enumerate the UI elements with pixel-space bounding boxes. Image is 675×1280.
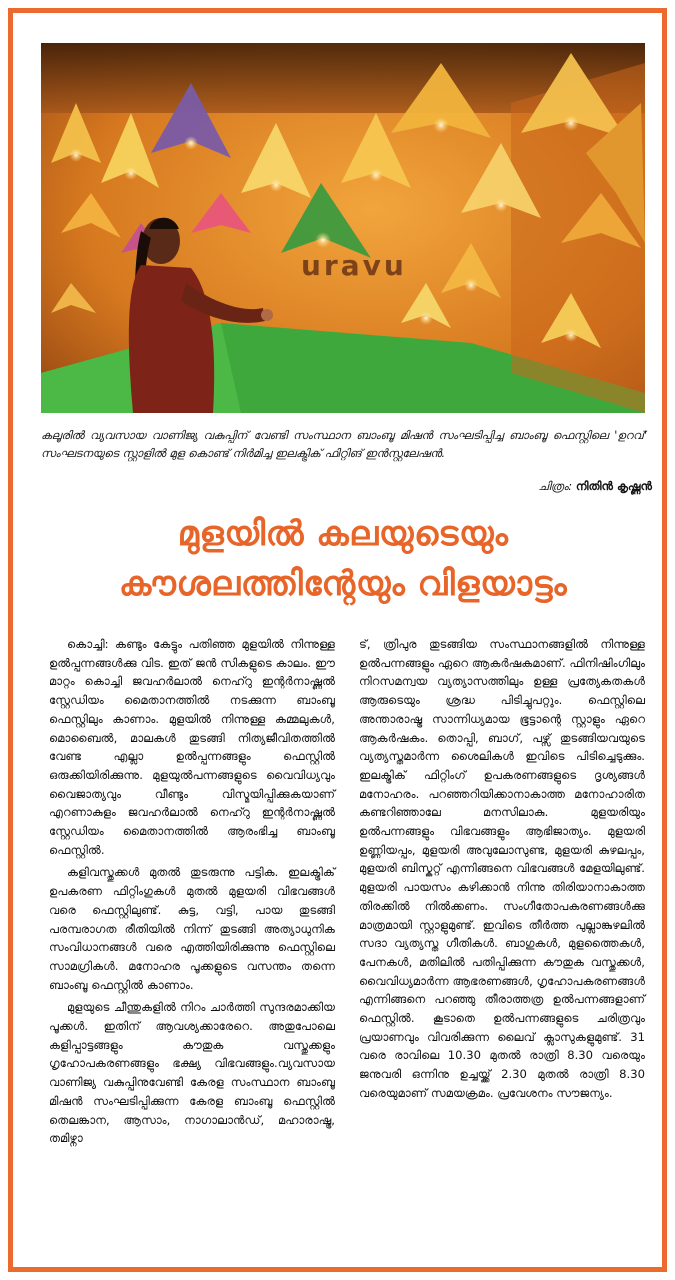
paragraph: കളിവസ്തുക്കൾ മുതൽ തുടരുന്നു പട്ടിക. ഇലക്ട്രിക് ഉപകരണ ഫിറ്റിംഗുകൾ മുതൽ മുളയരി വിഭവങ്ങൾ വരെ ഫെസ്റ്റിലുണ്ട്. കുട്ട, വട്ടി, പായ തുടങ്ങി പരമ്പരാഗത രീതിയിൽ നിന്ന് തുടങ്ങി അത്യാധുനിക സംവിധാനങ്ങൾ വരെ എത്തിയിരിക്കുന്നു ഫെസ്റ്റിലെ സാമഗ്രികൾ. മനോഹര പൂക്കളുടെ വസന്തം തന്നെ ബാംബൂ ഫെസ്റ്റിൽ കാണാം. (49, 865, 335, 992)
article-column-left (49, 635, 335, 1152)
paragraph: ട്, ത്രിപുര തുടങ്ങിയ സംസ്ഥാനങ്ങളിൽ നിന്നുള്ള ഉൽപന്നങ്ങളും ഏറെ ആകർഷകമാണ്. ഫിനിഷിംഗിലും നിറസമന്വയ വ്യത്യാസത്തിലും ഉള്ള പ്രത്യേകതകൾ ആരുടെയും ശ്രദ്ധ പിടിച്ചുപറ്റും. ഫെസ്റ്റിലെ അന്താരാഷ്ട്ര സാന്നിധ്യമായ ഭൂട്ടാന്റെ സ്റ്റാളും ഏറെ ആകർഷകം. തൊപ്പി, ബാഗ്, പഴ്സ് തുടങ്ങിയവയുടെ വ്യത്യസ്തമാർന്ന ശൈലികൾ ഇവിടെ പിടിച്ചെടുക്കും. ഇലക്ട്രിക് ഫിറ്റിംഗ് ഉപകരണങ്ങളുടെ ദൃശ്യങ്ങൾ മനോഹരം. പറഞ്ഞറിയിക്കാനാകാത്ത മനോഹാരിത കണ്ടറിഞ്ഞാലേ മനസിലാകു. മുളയരിയും ഉൽപന്നങ്ങളും വിഭവങ്ങളും ആഭിജാത്യം. മുളയരി ഉണ്ണിയപ്പം, മുളയരി അവുലോസുണ്ട, മുളയരി കുഴലപ്പം, മുളയരി ബിസ്കറ്റ് എന്നിങ്ങനെ വിഭവങ്ങൾ മേളയിലുണ്ട്. മുളയരി പായസം കഴിക്കാൻ നിന്നു തിരിയാനാകാത്ത തിരക്കിൽ നിൽക്കണം. സംഗീതോപകരണങ്ങൾക്കു മാത്രമായി സ്റ്റാളുമുണ്ട്. ഇവിടെ തീർത്ത പുല്ലാങ്കുഴലിൽ സദാ വ്യത്യസ്ത ഗീതികൾ. ബാഗുകൾ, മുളത്തൈകൾ, പേനകൾ, മതിലിൽ പതിപ്പിക്കുന്ന കൗതുക വസ്തുക്കൾ, വൈവിധ്യമാർന്ന ആഭരണങ്ങൾ, ഗൃഹോപകരണങ്ങൾ എന്നിങ്ങനെ പറഞ്ഞു തീരാത്തത്ര ഉൽപന്നങ്ങളാണ് ഫെസ്റ്റിൽ. കൂടാതെ ഉൽപന്നങ്ങളുടെ ചരിത്രവും പ്രയാണവും വിവരിക്കുന്ന ലൈവ് ക്ലാസുകളുമുണ്ട്. 31 വരെ രാവിലെ 10.30 മുതൽ രാത്രി 8.30 വരെയും ജനുവരി ഒന്നിനു ഉച്ചയ്ക്ക് 2.30 മുതൽ രാത്രി 8.30 വരെയുമാണ് സമയക്രമം. പ്രവേശനം സൗജന്യം. (359, 637, 645, 1100)
article-column-right (359, 635, 645, 1107)
headline-line-1: മുളയിൽ കലയുടെയും (177, 514, 509, 554)
uravu-sign: uravu (301, 249, 407, 282)
paragraph: കൊച്ചി: കണ്ടും കേട്ടും പതിഞ്ഞ മുളയിൽ നിന്നുള്ള ഉൽപ്പന്നങ്ങൾക്കു വിട. ഇത് ജൻ സികളുടെ കാലം. ഈ മാറ്റം കൊച്ചി ജവഹർലാൽ നെഹ്റു ഇന്റർനാഷ്ണൽ സ്റ്റേഡിയം മൈതാനത്തിൽ നടക്കുന്ന ബാംബൂ ഫെസ്റ്റിലും കാണാം. മുളയിൽ നിന്നുള്ള കമ്മലുകൾ, മൊബൈൽ, മാലകൾ തുടങ്ങി നിത്യജീവിതത്തിൽ വേണ്ട എല്ലാ ഉൽപ്പന്നങ്ങളും ഫെസ്റ്റിൽ ഒരുക്കിയിരിക്കുന്നു. മുളയുൽപന്നങ്ങളുടെ വൈവിധ്യവും വൈജാത്യവും വീണ്ടും വിസ്മയിപ്പിക്കുകയാണ് എറണാകുളം ജവഹർലാൽ നെഹ്റു ഇന്റർനാഷ്ണൽ സ്റ്റേഡിയം മൈതാനത്തിൽ ആരംഭിച്ച ബാംബൂ ഫെസ്റ്റിൽ. (49, 637, 335, 857)
headline (33, 509, 653, 609)
credit-label: ചിത്രം: (538, 479, 573, 493)
credit-name: നിതിൻ കൃഷ്ണൻ (575, 479, 652, 493)
article-photo (41, 43, 645, 413)
photo-caption: കലൂരിൽ വ്യവസായ വാണിജ്യ വകുപ്പിന് വേണ്ടി സംസ്ഥാന ബാംബൂ മിഷൻ സംഘടിപ്പിച്ച ബാംബൂ ഫെസ്റ്റിലെ 'ഉറവ്' സംഘടനയുടെ സ്റ്റാളിൽ മുള കൊണ്ട് നിർമിച്ച ഇലക്ട്രിക് ഫിറ്റിങ് ഇൻസ്റ്റലേഷൻ. (41, 429, 647, 460)
article-frame (8, 8, 667, 1272)
headline-line-2: കൗശലത്തിന്റേയും വിളയാട്ടം (118, 564, 568, 604)
photo-credit (538, 479, 652, 494)
paragraph: മുളയുടെ ചീന്തുകളിൽ നിറം ചാർത്തി സുന്ദരമാക്കിയ പൂക്കൾ. ഇതിന് ആവശ്യക്കാരേറെ. അതുപോലെ കളിപ്പാട്ടങ്ങളും കൗതുക വസ്തുക്കളും ഗൃഹോപകരണങ്ങളും ഭക്ഷ്യ വിഭവങ്ങളും.വ്യവസായ വാണിജ്യ വകുപ്പിനുവേണ്ടി കേരള സംസ്ഥാന ബാംബൂ മിഷൻ സംഘടിപ്പിക്കുന്ന കേരള ബാംബൂ ഫെസ്റ്റിൽ തെലങ്കാന, ആസാം, നാഗാലാൻഡ്, മഹാരാഷ്ട്ര, തമിഴ്നാ (49, 1000, 335, 1146)
